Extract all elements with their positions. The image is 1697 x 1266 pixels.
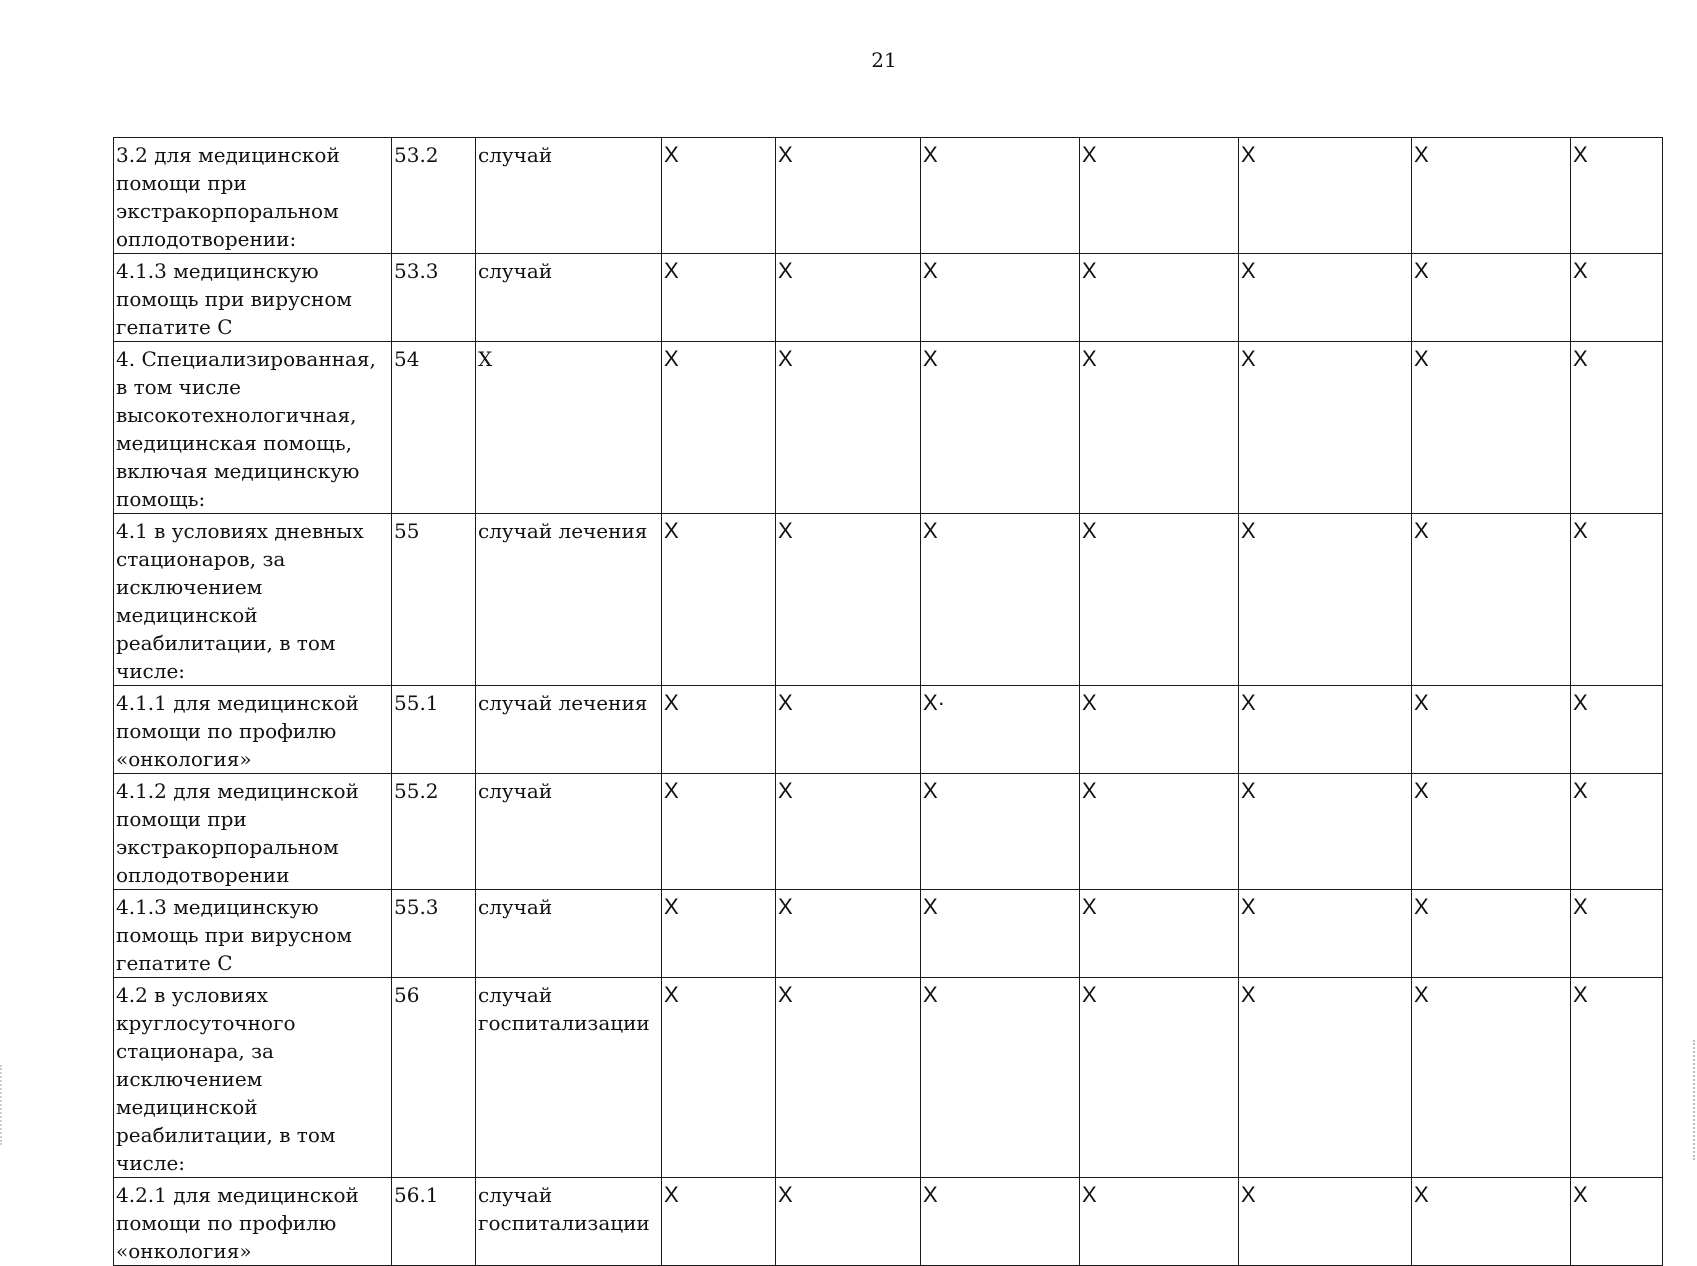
mark-cell: Х — [1239, 686, 1412, 774]
mark-cell: Х — [1239, 978, 1412, 1178]
page-number: 21 — [871, 48, 897, 72]
mark-cell: Х — [1412, 138, 1571, 254]
mark-cell: Х — [921, 254, 1080, 342]
row-code-cell: 55 — [392, 514, 476, 686]
mark-cell: Х — [921, 890, 1080, 978]
table-body — [114, 138, 1663, 1266]
row-label-cell: 4.1.3 медицинскую помощь при вирусном гепатите С — [114, 890, 392, 978]
table-row — [114, 1178, 1663, 1266]
scan-edge-right — [1693, 1040, 1697, 1160]
mark-cell: Х — [1239, 342, 1412, 514]
row-code-cell: 54 — [392, 342, 476, 514]
row-unit-cell: случай госпитализации — [476, 1178, 662, 1266]
mark-cell: Х — [776, 978, 921, 1178]
mark-cell: Х — [776, 254, 921, 342]
mark-cell: Х — [1571, 686, 1663, 774]
mark-cell: Х — [1239, 254, 1412, 342]
mark-cell: Х — [662, 1178, 776, 1266]
row-unit-cell: случай лечения — [476, 514, 662, 686]
mark-cell: Х — [776, 138, 921, 254]
mark-cell: Х — [1239, 890, 1412, 978]
mark-cell: Х — [921, 1178, 1080, 1266]
mark-cell: Х — [1080, 1178, 1239, 1266]
row-unit-cell: случай — [476, 890, 662, 978]
mark-cell: Х — [776, 342, 921, 514]
mark-cell: Х — [1080, 138, 1239, 254]
row-code-cell: 55.3 — [392, 890, 476, 978]
mark-cell: Х — [1239, 774, 1412, 890]
mark-cell: Х — [1412, 514, 1571, 686]
mark-cell: Х — [1412, 774, 1571, 890]
mark-cell: Х — [1412, 686, 1571, 774]
row-code-cell: 55.1 — [392, 686, 476, 774]
mark-cell: Х — [1571, 1178, 1663, 1266]
row-code-cell: 53.2 — [392, 138, 476, 254]
mark-cell: Х — [1412, 978, 1571, 1178]
row-unit-cell: случай лечения — [476, 686, 662, 774]
mark-cell: Х — [1080, 254, 1239, 342]
mark-cell: Х — [1080, 978, 1239, 1178]
mark-cell: Х — [1571, 342, 1663, 514]
mark-cell: Х — [776, 890, 921, 978]
mark-cell: Х — [662, 514, 776, 686]
row-label-cell: 4.1.3 медицинскую помощь при вирусном гепатите С — [114, 254, 392, 342]
mark-cell: Х — [921, 342, 1080, 514]
mark-cell: Х — [1412, 342, 1571, 514]
table-row — [114, 686, 1663, 774]
mark-cell: Х — [1080, 890, 1239, 978]
mark-cell: Х — [1571, 774, 1663, 890]
mark-cell: Х — [1412, 1178, 1571, 1266]
mark-cell: Х· — [921, 686, 1080, 774]
mark-cell: Х — [1239, 514, 1412, 686]
mark-cell: Х — [1571, 890, 1663, 978]
row-unit-cell: случай — [476, 254, 662, 342]
mark-cell: Х — [662, 978, 776, 1178]
row-code-cell: 56 — [392, 978, 476, 1178]
scan-edge-left — [0, 1065, 4, 1145]
mark-cell: Х — [1571, 138, 1663, 254]
row-unit-cell: случай — [476, 138, 662, 254]
row-label-cell: 4.1 в условиях дневных стационаров, за исключением медицинской реабилитации, в том числе: — [114, 514, 392, 686]
table-row — [114, 514, 1663, 686]
table-row — [114, 890, 1663, 978]
mark-cell: Х — [1080, 774, 1239, 890]
table-row — [114, 138, 1663, 254]
row-unit-cell: Х — [476, 342, 662, 514]
mark-cell: Х — [1412, 254, 1571, 342]
mark-cell: Х — [662, 890, 776, 978]
mark-cell: Х — [1080, 686, 1239, 774]
table-row — [114, 342, 1663, 514]
mark-cell: Х — [776, 1178, 921, 1266]
mark-cell: Х — [921, 774, 1080, 890]
row-label-cell: 4.2.1 для медицинской помощи по профилю «онкология» — [114, 1178, 392, 1266]
mark-cell: Х — [662, 138, 776, 254]
table-row — [114, 978, 1663, 1178]
mark-cell: Х — [921, 978, 1080, 1178]
row-label-cell: 3.2 для медицинской помощи при экстракорпоральном оплодотворении: — [114, 138, 392, 254]
row-code-cell: 53.3 — [392, 254, 476, 342]
mark-cell: Х — [1080, 514, 1239, 686]
data-table — [113, 137, 1663, 1266]
row-code-cell: 56.1 — [392, 1178, 476, 1266]
mark-cell: Х — [662, 342, 776, 514]
mark-cell: Х — [662, 774, 776, 890]
mark-cell: Х — [776, 774, 921, 890]
mark-cell: Х — [1571, 978, 1663, 1178]
table-row — [114, 254, 1663, 342]
mark-cell: Х — [1239, 1178, 1412, 1266]
mark-cell: Х — [1080, 342, 1239, 514]
mark-cell: Х — [776, 686, 921, 774]
mark-cell: Х — [662, 254, 776, 342]
row-label-cell: 4.1.1 для медицинской помощи по профилю «онкология» — [114, 686, 392, 774]
mark-cell: Х — [921, 514, 1080, 686]
mark-cell: Х — [1239, 138, 1412, 254]
row-label-cell: 4.1.2 для медицинской помощи при экстракорпоральном оплодотворении — [114, 774, 392, 890]
mark-cell: Х — [1571, 254, 1663, 342]
row-code-cell: 55.2 — [392, 774, 476, 890]
mark-cell: Х — [921, 138, 1080, 254]
row-label-cell: 4.2 в условиях круглосуточного стационара, за исключением медицинской реабилитации, в том числе: — [114, 978, 392, 1178]
mark-cell: Х — [1571, 514, 1663, 686]
row-unit-cell: случай госпитализации — [476, 978, 662, 1178]
mark-cell: Х — [1412, 890, 1571, 978]
table-row — [114, 774, 1663, 890]
row-unit-cell: случай — [476, 774, 662, 890]
mark-cell: Х — [662, 686, 776, 774]
mark-cell: Х — [776, 514, 921, 686]
row-label-cell: 4. Специализированная, в том числе высокотехнологичная, медицинская помощь, включая медицинскую помощь: — [114, 342, 392, 514]
